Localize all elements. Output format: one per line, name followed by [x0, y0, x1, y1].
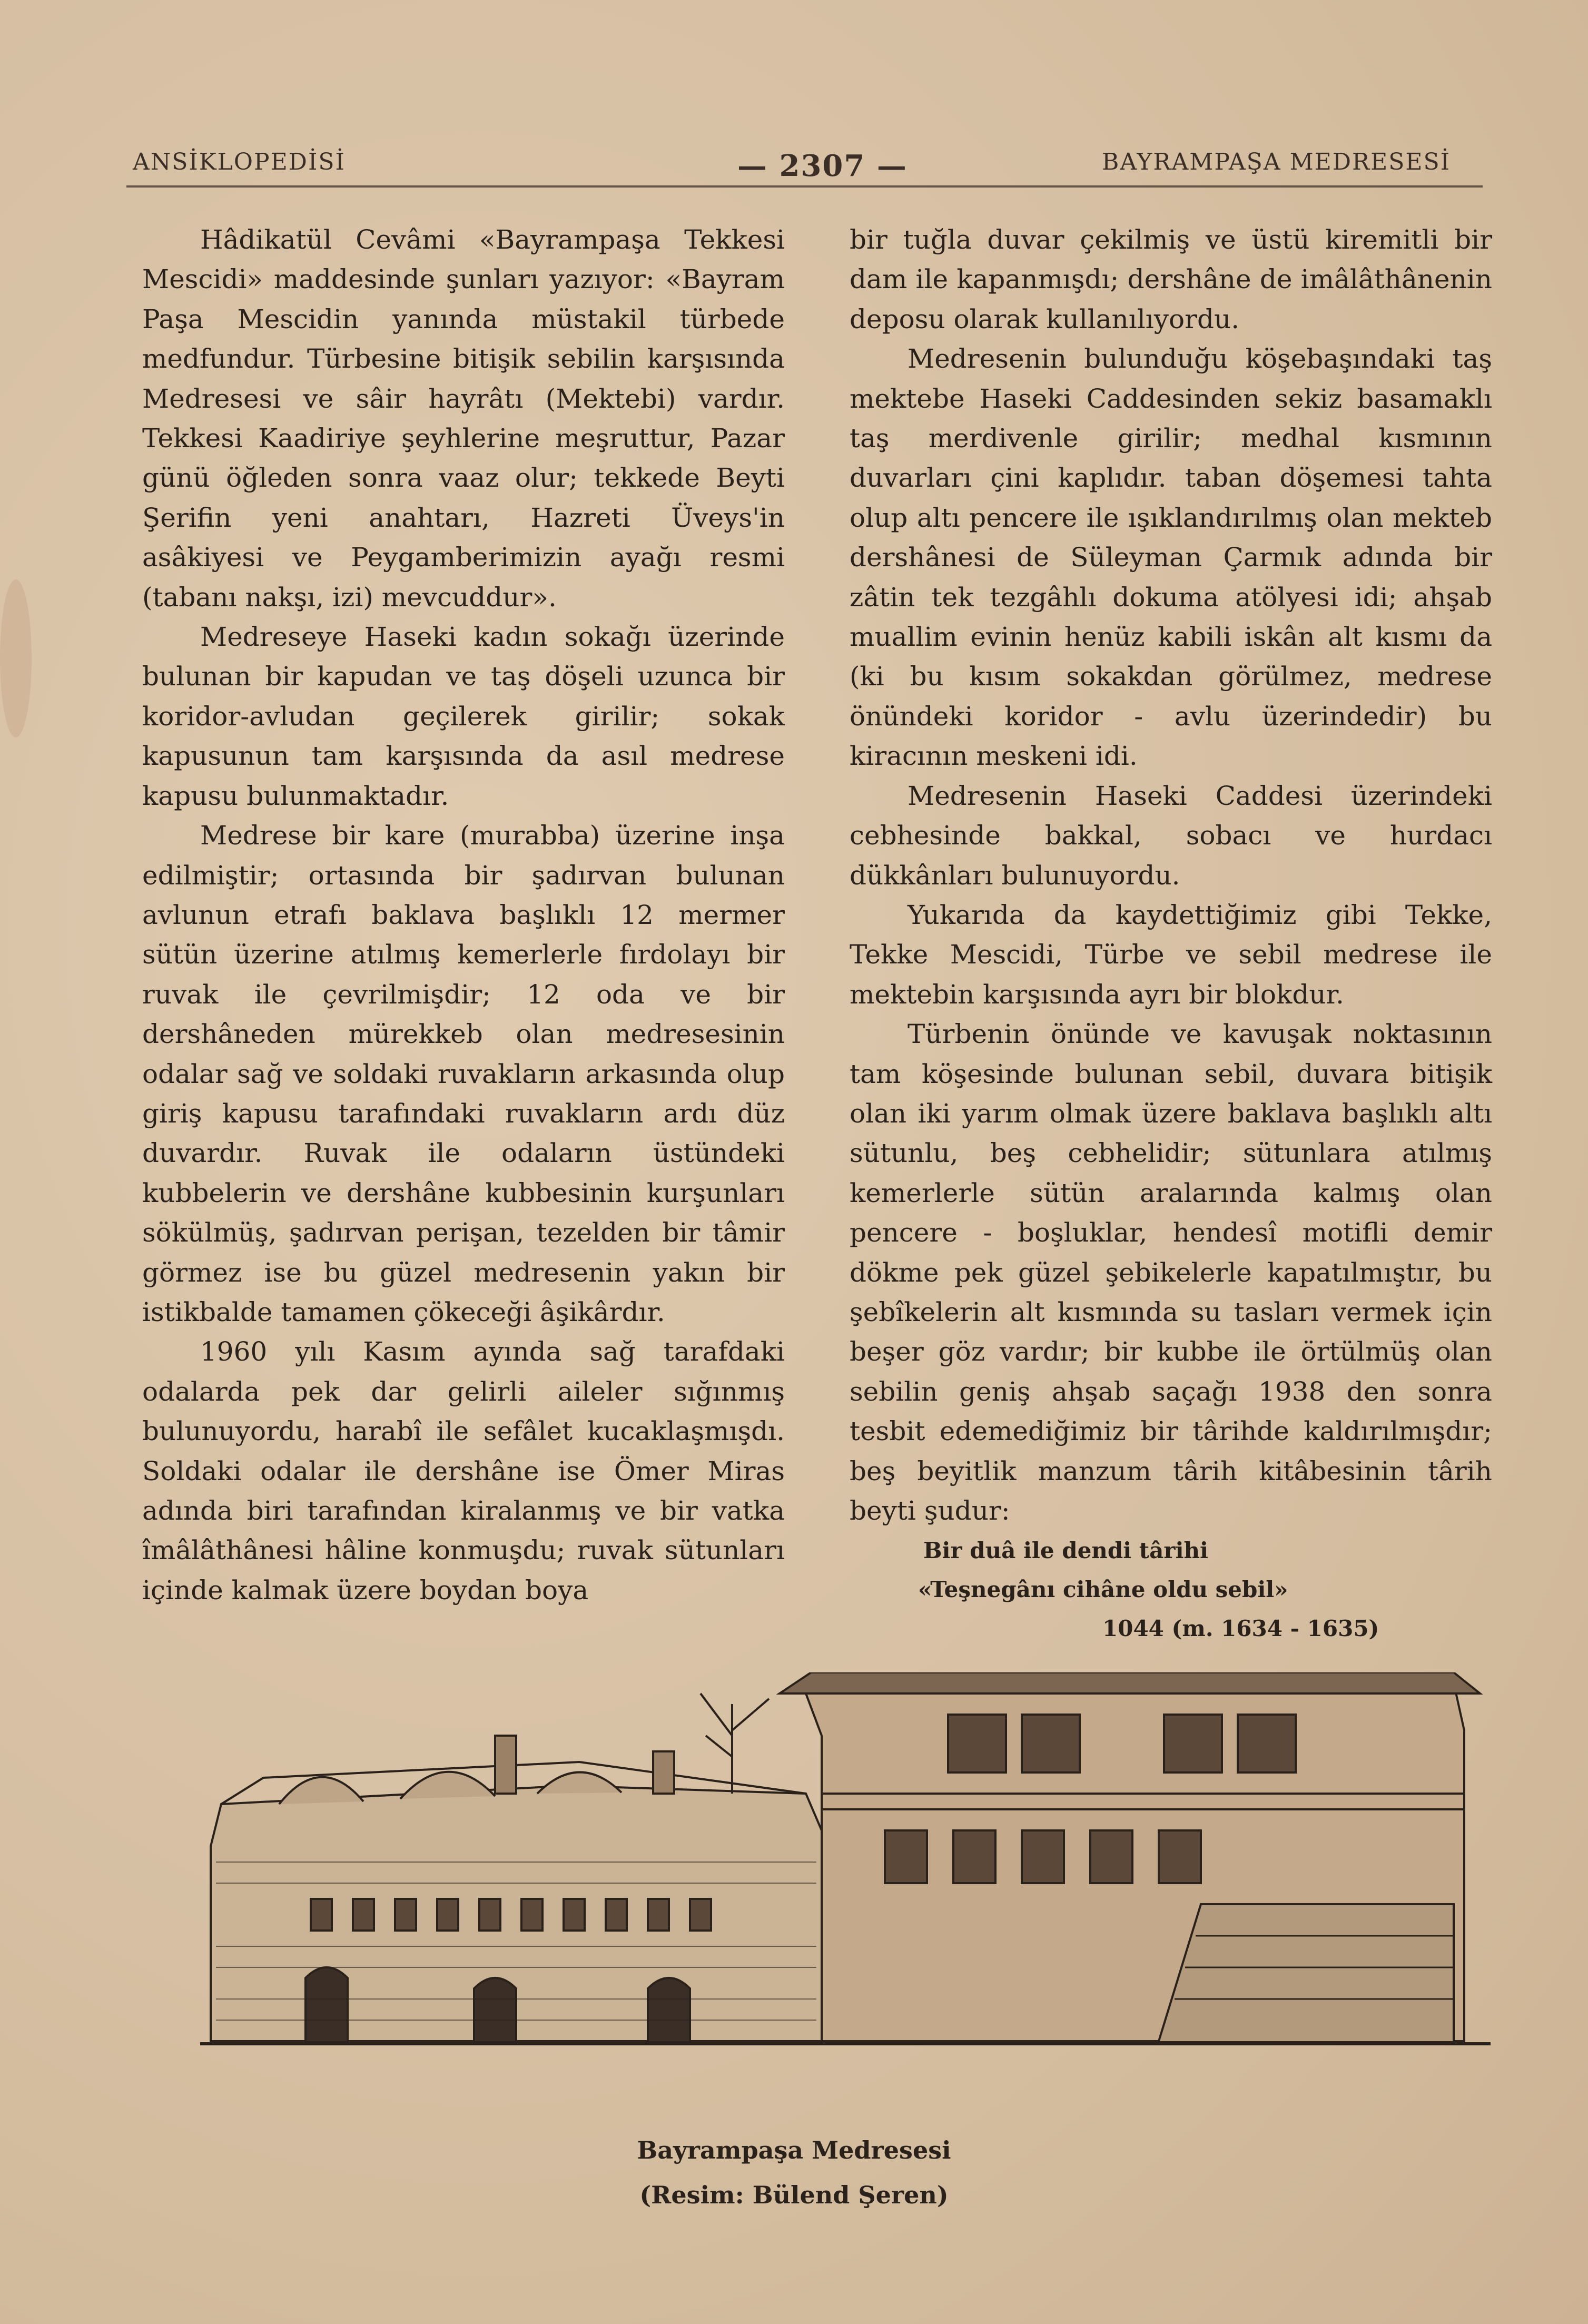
inscription-date: 1044 (m. 1634 - 1635): [1102, 1616, 1379, 1642]
paragraph: Medrese bir kare (murabba) üzerine inşa edilmiştir; ortasında bir şadırvan bulunan avlunun etrafı baklava başlıklı 12 mermer sütün üzerine atılmış kemerlerle fırdolayı bir ruvak ile çevrilmişdir; 12 oda ve bir dershâneden mürekkeb olan medresesinin odalar sağ ve soldaki ruvakların arkasında olup giriş kapusu tarafındaki ruvakların ardı düz duvardır. Ruvak ile odaların üstündeki kubbelerin ve dershâne kubbesinin kurşunları sökülmüş, şadırvan perişan, tezelden bir tâmir görmez ise bu güzel medresenin yakın bir istikbalde tamamen çökeceği âşikârdır.: [142, 820, 785, 1327]
header-rule: [126, 185, 1483, 188]
left-column: [142, 220, 785, 1610]
paragraph: 1960 yılı Kasım ayında sağ tarafdaki odalarda pek dar gelirli aileler sığınmış bulunuyordu, harabî ile sefâlet kucaklaşmışdı. Soldaki odalar ile dershâne ise Ömer Miras adında biri tarafından kiralanmış ve bir vatka îmâlâthânesi hâline konmuşdu; ruvak sütunları içinde kalmak üzere boydan boya: [142, 1336, 785, 1606]
figure-caption: Bayrampaşa Medresesi: [637, 2136, 951, 2164]
paragraph: Medresenin bulunduğu köşebaşındaki taş mektebe Haseki Caddesinden sekiz basamaklı taş merdivenle girilir; medhal kısmının duvarları çini kaplıdır. taban döşemesi tahta olup altı pencere ile ışıklandırılmış olan mekteb dershânesi de Süleyman Çarmık adında bir zâtin tek tezgâhlı dokuma atölyesi idi; ahşab muallim evinin henüz kabili iskân alt kısmı da (ki bu kısım sokakdan görülmez, medrese önündeki koridor - avlu üzerindedir) bu kiracının meskeni idi.: [850, 343, 1492, 772]
paragraph: Yukarıda da kaydettiğimiz gibi Tekke, Tekke Mescidi, Türbe ve sebil medrese ile mektebin karşısında ayrı bir blokdur.: [850, 899, 1492, 1010]
paragraph: Medreseye Haseki kadın sokağı üzerinde bulunan bir kapudan ve taş döşeli uzunca bir koridor-avludan geçilerek girilir; sokak kapusunun tam karşısında da asıl medrese kapusu bulunmaktadır.: [142, 622, 785, 811]
inscription-line: «Teşnegânı cihâne oldu sebil»: [918, 1577, 1288, 1603]
right-column: [850, 220, 1492, 1648]
paragraph: Medresenin Haseki Caddesi üzerindeki cebhesinde bakkal, sobacı ve hurdacı dükkânları bulunuyordu.: [850, 780, 1492, 891]
paragraph: Türbenin önünde ve kavuşak noktasının tam köşesinde bulunan sebil, duvara bitişik olan iki yarım olmak üzere baklava başlıklı altı sütunlu, beş cebhelidir; sütunlara atılmış kemerlerle sütün aralarında kalmış olan pencere - boşluklar, hendesî motifli demir dökme pek güzel şebikelerle kapatılmıştır, bu şebîkelerin alt kısmında su tasları vermek için beşer göz vardır; bir kubbe ile örtülmüş olan sebilin geniş ahşab saçağı 1938 den sonra tesbit edemediğimiz bir târihde kaldırılmışdır; beş beyitlik manzum târih kitâbesinin târih beyti şudur:: [850, 1019, 1492, 1526]
paper-stain: [0, 579, 32, 737]
page-number: — 2307 —: [737, 149, 908, 183]
header-right: BAYRAMPAŞA MEDRESESİ: [1102, 149, 1451, 175]
medrese-illustration: [200, 1672, 1491, 2078]
paragraph: Hâdikatül Cevâmi «Bayrampaşa Tekkesi Mescidi» maddesinde şunları yazıyor: «Bayram Paşa Mescidin yanında müstakil türbede medfundur. Türbesine bitişik sebilin karşısında Medresesi ve sâir hayrâtı (Mektebi) vardır. Tekkesi Kaadiriye şeyhlerine meşruttur, Pazar günü öğleden sonra vaaz olur; tekkede Beyti Şerifin yeni anahtarı, Hazreti Üveys'in asâkiyesi ve Peygamberimizin ayağı resmi (tabanı nakşı, izi) mevcuddur».: [142, 224, 785, 613]
paragraph: bir tuğla duvar çekilmiş ve üstü kiremitli bir dam ile kapanmışdı; dershâne de imâlâthânenin deposu olarak kullanılıyordu.: [850, 224, 1492, 334]
header-left: ANSİKLOPEDİSİ: [133, 149, 346, 175]
figure-credit: (Resim: Bülend Şeren): [639, 2181, 949, 2209]
inscription-line: Bir duâ ile dendi târihi: [923, 1538, 1208, 1564]
